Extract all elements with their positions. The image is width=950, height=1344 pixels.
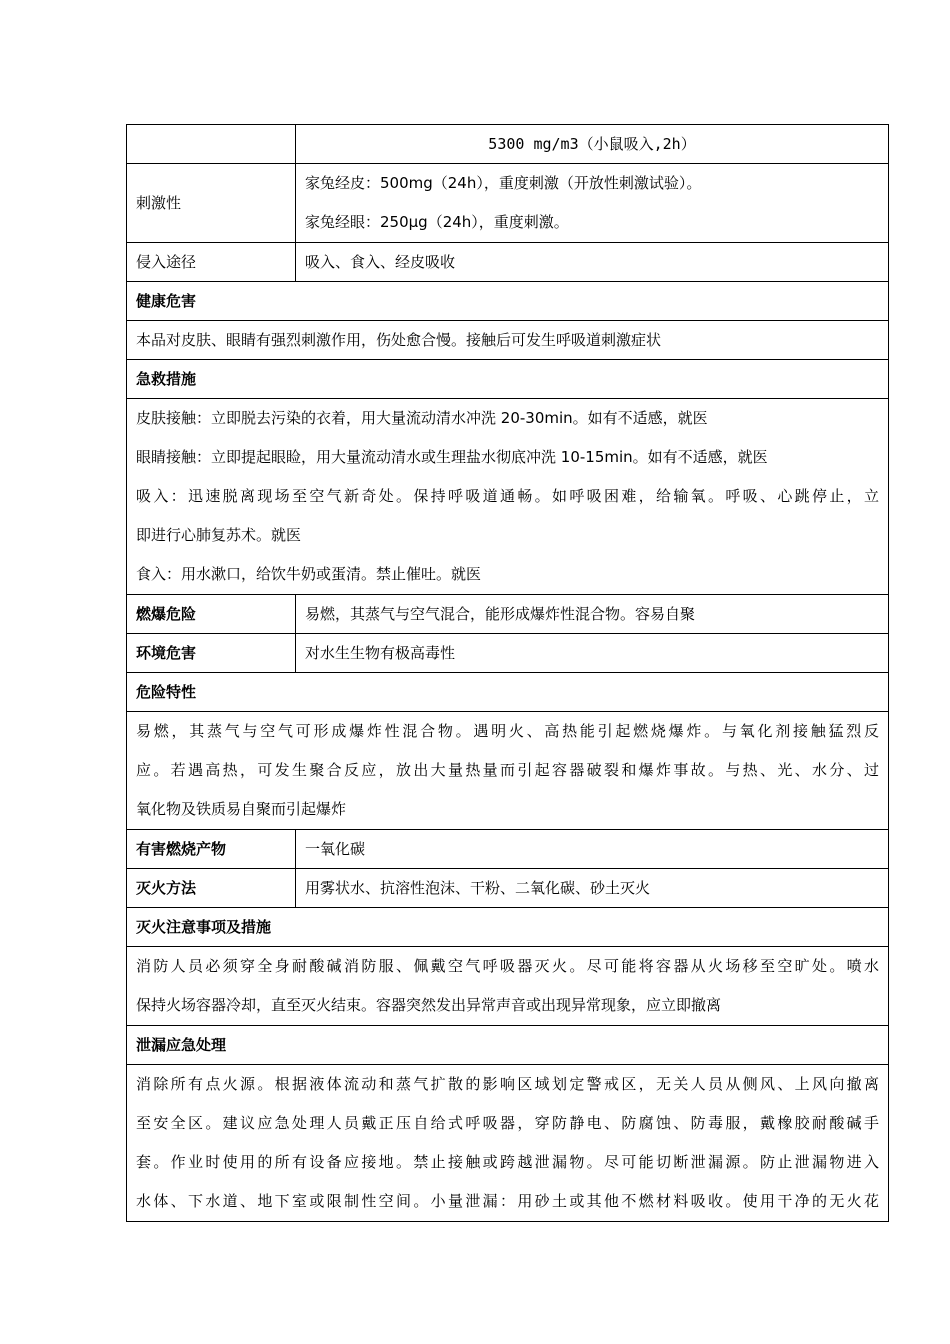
exposure-route-value: 吸入、食入、经皮吸收 [296, 243, 889, 282]
firefighting-line: 保持火场容器冷却，直至灭火结束。容器突然发出异常声音或出现异常现象，应立即撤离 [136, 996, 722, 1014]
spill-response-line: 套。作业时使用的所有设备应接地。禁止接触或跨越泄漏物。尽可能切断泄漏源。防止泄漏物进入 [136, 1153, 879, 1171]
hazard-properties-line: 应。若遇高热，可发生聚合反应，放出大量热量而引起容器破裂和爆炸事故。与热、光、水分、过 [136, 761, 879, 779]
table-row [127, 164, 889, 243]
first-aid-text [127, 399, 889, 595]
environmental-hazard-label: 环境危害 [127, 634, 296, 673]
table-row [127, 869, 889, 908]
table-row [127, 243, 889, 282]
table-row [127, 830, 889, 869]
health-hazard-heading: 健康危害 [127, 282, 889, 321]
table-row [127, 282, 889, 321]
firefighting-line: 消防人员必须穿全身耐酸碱消防服、佩戴空气呼吸器灭火。尽可能将容器从火场移至空旷处。喷水 [136, 957, 879, 975]
health-hazard-text: 本品对皮肤、眼睛有强烈刺激作用，伤处愈合慢。接触后可发生呼吸道刺激症状 [127, 321, 889, 360]
spill-response-line: 至安全区。建议应急处理人员戴正压自给式呼吸器，穿防静电、防腐蚀、防毒服，戴橡胶耐酸碱手 [136, 1114, 879, 1132]
table-row [127, 125, 889, 164]
firefighting-precautions-heading: 灭火注意事项及措施 [127, 908, 889, 947]
inhalation-toxicity-value: 5300 mg/m3（小鼠吸入,2h） [296, 125, 889, 164]
hazard-properties-heading: 危险特性 [127, 673, 889, 712]
exposure-route-label: 侵入途径 [127, 243, 296, 282]
spill-response-line: 消除所有点火源。根据液体流动和蒸气扩散的影响区域划定警戒区，无关人员从侧风、上风向撤离 [136, 1075, 879, 1093]
first-aid-line: 食入：用水漱口，给饮牛奶或蛋清。禁止催吐。就医 [136, 565, 482, 583]
table-row [127, 673, 889, 712]
firefighting-precautions-text [127, 947, 889, 1026]
table-row [127, 908, 889, 947]
first-aid-line: 吸入：迅速脱离现场至空气新奇处。保持呼吸道通畅。如呼吸困难，给输氧。呼吸、心跳停止，立 [136, 487, 879, 505]
fire-explosion-label: 燃爆危险 [127, 595, 296, 634]
hazard-properties-text [127, 712, 889, 830]
first-aid-line: 眼睛接触：立即提起眼睑，用大量流动清水或生理盐水彻底冲洗 10-15min。如有不适感，就医 [136, 448, 768, 466]
spill-response-line: 水体、下水道、地下室或限制性空间。小量泄漏：用砂土或其他不燃材料吸收。使用干净的无火花 [136, 1192, 879, 1210]
extinguishing-method-value: 用雾状水、抗溶性泡沫、干粉、二氧化碳、砂土灭火 [296, 869, 889, 908]
combustion-products-label: 有害燃烧产物 [127, 830, 296, 869]
hazard-properties-line: 易燃，其蒸气与空气可形成爆炸性混合物。遇明火、高热能引起燃烧爆炸。与氧化剂接触猛烈反 [136, 722, 879, 740]
irritation-label: 刺激性 [127, 164, 296, 243]
table-row [127, 360, 889, 399]
table-row [127, 1026, 889, 1065]
hazard-properties-line: 氧化物及铁质易自聚而引起爆炸 [136, 800, 347, 818]
empty-label-cell [127, 125, 296, 164]
irritation-line-skin: 家兔经皮：500mg（24h），重度刺激（开放性刺激试验）。 [305, 174, 702, 192]
combustion-products-value: 一氧化碳 [296, 830, 889, 869]
first-aid-heading: 急救措施 [127, 360, 889, 399]
first-aid-line: 皮肤接触：立即脱去污染的衣着，用大量流动清水冲洗 20-30min。如有不适感，就医 [136, 409, 708, 427]
table-row [127, 947, 889, 1026]
first-aid-line: 即进行心肺复苏术。就医 [136, 526, 302, 544]
spill-response-heading: 泄漏应急处理 [127, 1026, 889, 1065]
fire-explosion-value: 易燃，其蒸气与空气混合，能形成爆炸性混合物。容易自聚 [296, 595, 889, 634]
environmental-hazard-value: 对水生生物有极高毒性 [296, 634, 889, 673]
table-row [127, 399, 889, 595]
table-row [127, 595, 889, 634]
irritation-value [296, 164, 889, 243]
msds-table [126, 124, 889, 1222]
irritation-line-eye: 家兔经眼：250μg（24h），重度刺激。 [305, 213, 569, 231]
table-row [127, 712, 889, 830]
spill-response-text [127, 1065, 889, 1222]
table-row [127, 634, 889, 673]
table-row [127, 321, 889, 360]
extinguishing-method-label: 灭火方法 [127, 869, 296, 908]
table-row [127, 1065, 889, 1222]
